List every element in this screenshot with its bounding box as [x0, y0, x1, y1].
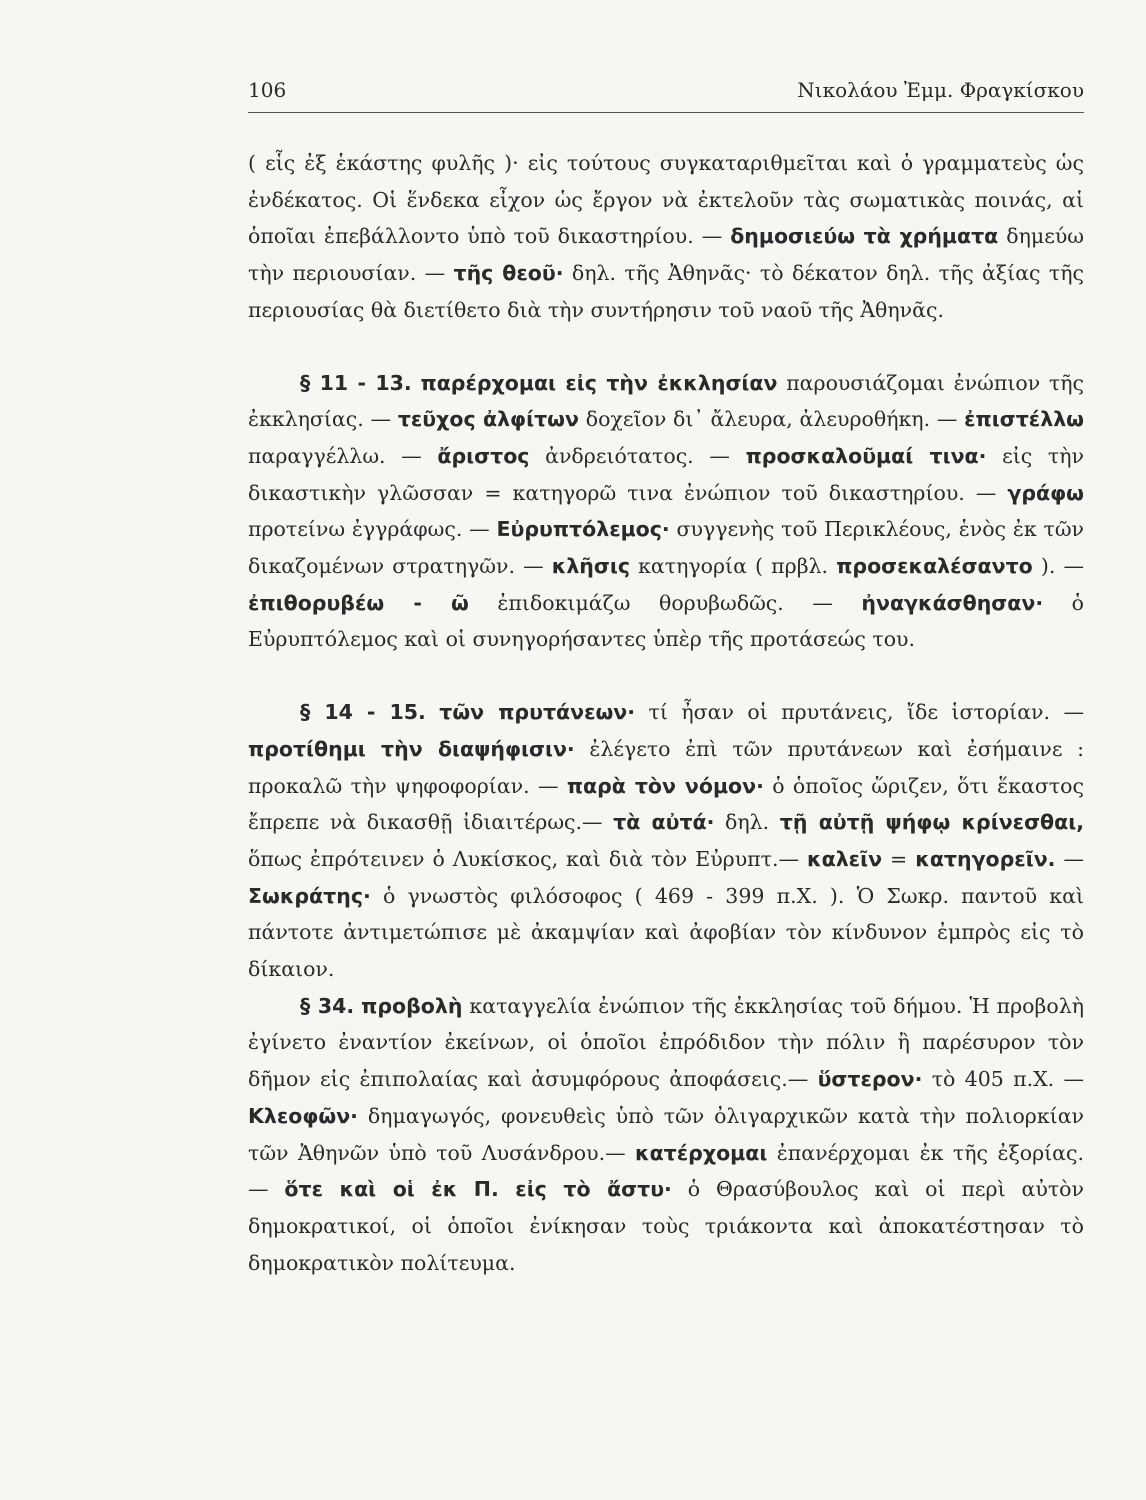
section-marker: § 11 - 13.: [300, 370, 412, 395]
section-marker: § 34.: [300, 993, 355, 1018]
paragraph-nomophylakes: ( εἷς ἐξ ἑκάστης φυλῆς )· εἰς τούτους συγκαταριθμεῖται καὶ ὁ γραμματεὺς ὡς ἐνδέκατος. Οἱ ἕνδεκα εἶχον ὡς ἔργον νὰ ἐκτελοῦν τὰς σωματικὰς ποινάς, αἱ ὁποῖαι ἐπεβάλλοντο ὑπὸ τοῦ δικαστηρίου. — δημοσιεύω τὰ χρήματα δημεύω τὴν περιουσίαν. — τῆς θεοῦ· δηλ. τῆς Ἀθηνᾶς· τὸ δέκατον δηλ. τῆς ἀξίας τῆς περιουσίας θὰ διετίθετο διὰ τὴν συντήρησιν τοῦ ναοῦ τῆς Ἀθηνᾶς.: [248, 151, 1085, 322]
section-marker: § 14 - 15.: [300, 700, 426, 725]
commentary-text: [248, 145, 1084, 1281]
paragraph-section-34: § 34. προβολὴ καταγγελία ἐνώπιον τῆς ἐκκλησίας τοῦ δήμου. Ἡ προβολὴ ἐγίνετο ἐναντίον ἐκείνων, οἱ ὁποῖοι ἐπρόδιδον τὴν πόλιν ἢ παρέσυρον τὸν δῆμον εἰς ἐπιπολαίας καὶ ἀσυμφόρους ἀποφάσεις.— ὕστερον· τὸ 405 π.Χ. — Κλεοφῶν· δημαγωγός, φονευθεὶς ὑπὸ τῶν ὀλιγαρχικῶν κατὰ τὴν πολιορκίαν τῶν Ἀθηνῶν ὑπὸ τοῦ Λυσάνδρου.— κατέρχομαι ἐπανέρχομαι ἐκ τῆς ἐξορίας. — ὅτε καὶ οἱ ἐκ Π. εἰς τὸ ἄστυ· ὁ Θρασύβουλος καὶ οἱ περὶ αὐτὸν δημοκρατικοί, οἱ ὁποῖοι ἐνίκησαν τοὺς τριάκοντα καὶ ἀποκατέστησαν τὸ δημοκρατικὸν πολίτευμα.: [248, 993, 1085, 1275]
paragraph-section-11-13: § 11 - 13. παρέρχομαι εἰς τὴν ἐκκλησίαν παρουσιάζομαι ἐνώπιον τῆς ἐκκλησίας. — τεῦχος ἀλφίτων δοχεῖον δι᾽ ἄλευρα, ἀλευροθήκη. — ἐπιστέλλω παραγγέλλω. — ἄριστος ἀνδρειότατος. — προσκαλοῦμαί τινα· εἰς τὴν δικαστικὴν γλῶσσαν = κατηγορῶ τινα ἐνώπιον τοῦ δικαστηρίου. — γράφω προτείνω ἐγγράφως. — Εὐρυπτόλεμος· συγγενὴς τοῦ Περικλέους, ἑνὸς ἐκ τῶν δικαζομένων στρατηγῶν. — κλῆσις κατηγορία ( πρβλ. προσεκαλέσαντο ). — ἐπιθορυβέω - ῶ ἐπιδοκιμάζω θορυβωδῶς. — ἠναγκάσθησαν· ὁ Εὐρυπτόλεμος καὶ οἱ συνηγορήσαντες ὑπὲρ τῆς προτάσεώς του.: [248, 370, 1085, 652]
running-head: Νικολάου Ἐμμ. Φραγκίσκου: [797, 78, 1084, 102]
page-header: [248, 78, 1084, 108]
paragraph-section-14-15: § 14 - 15. τῶν πρυτάνεων· τί ἦσαν οἱ πρυτάνεις, ἴδε ἱστορίαν. — προτίθημι τὴν διαψήφισιν· ἐλέγετο ἐπὶ τῶν πρυτάνεων καὶ ἐσήμαινε : προκαλῶ τὴν ψηφοφορίαν. — παρὰ τὸν νόμον· ὁ ὁποῖος ὥριζεν, ὅτι ἕκαστος ἔπρεπε νὰ δικασθῇ ἰδιαιτέρως.— τὰ αὐτά· δηλ. τῇ αὐτῇ ψήφῳ κρίνεσθαι, ὅπως ἐπρότεινεν ὁ Λυκίσκος, καὶ διὰ τὸν Εὐρυπτ.— καλεῖν = κατηγορεῖν. — Σωκράτης· ὁ γνωστὸς φιλόσοφος ( 469 - 399 π.Χ. ). Ὁ Σωκρ. παντοῦ καὶ πάντοτε ἀντιμετώπισε μὲ ἀκαμψίαν καὶ ἀφοβίαν τὸν κίνδυνον ἐμπρὸς εἰς τὸ δίκαιον.: [248, 700, 1084, 982]
header-rule: [248, 112, 1084, 113]
page-number: 106: [248, 78, 287, 102]
